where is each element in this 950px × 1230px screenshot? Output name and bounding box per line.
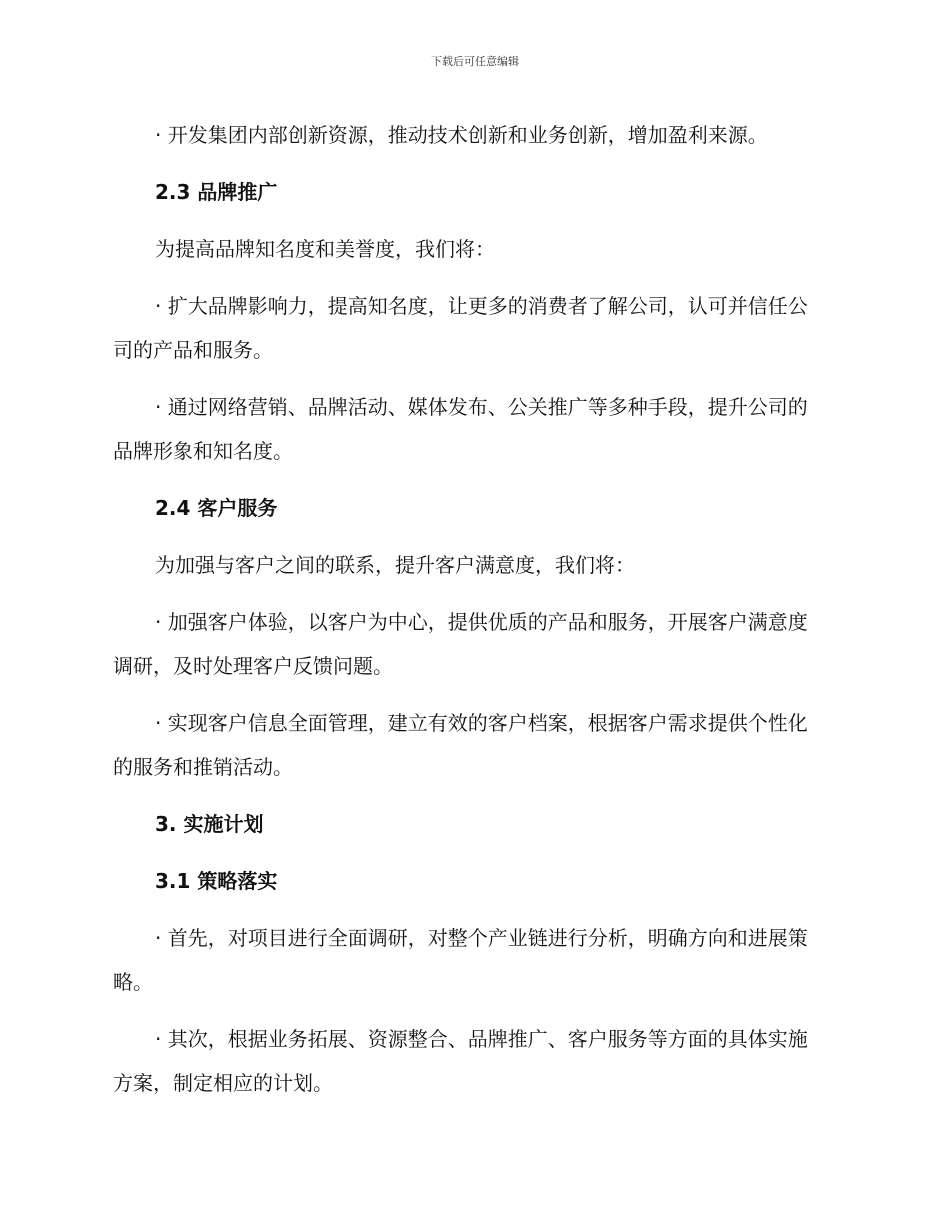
- paragraph-first-step: · 首先，对项目进行全面调研，对整个产业链进行分析，明确方向和进展策略。: [113, 926, 808, 994]
- paragraph-customer-management: · 实现客户信息全面管理，建立有效的客户档案，根据客户需求提供个性化的服务和推销活动。: [113, 711, 808, 779]
- paragraph-brand-influence: · 扩大品牌影响力，提高知名度，让更多的消费者了解公司，认可并信任公司的产品和服务。: [113, 294, 808, 362]
- paragraph-brand-intro: 为提高品牌知名度和美誉度，我们将：: [155, 237, 495, 261]
- paragraph-brand-marketing: · 通过网络营销、品牌活动、媒体发布、公关推广等多种手段，提升公司的品牌形象和知名度。: [113, 395, 808, 463]
- paragraph-service-intro: 为加强与客户之间的联系，提升客户满意度，我们将：: [155, 553, 635, 577]
- document-body: [113, 113, 825, 1105]
- paragraph-second-step: · 其次，根据业务拓展、资源整合、品牌推广、客户服务等方面的具体实施方案，制定相应的计划。: [113, 1027, 808, 1095]
- paragraph-customer-experience: · 加强客户体验，以客户为中心，提供优质的产品和服务，开展客户满意度调研，及时处理客户反馈问题。: [113, 610, 808, 678]
- heading-strategy-implementation: 3.1 策略落实: [155, 869, 278, 893]
- page-header: 下载后可任意编辑: [431, 55, 519, 68]
- heading-implementation-plan: 3. 实施计划: [155, 812, 264, 836]
- heading-brand-promotion: 2.3 品牌推广: [155, 180, 278, 204]
- paragraph-innovation-resources: · 开发集团内部创新资源，推动技术创新和业务创新，增加盈利来源。: [155, 123, 768, 147]
- heading-customer-service: 2.4 客户服务: [155, 496, 278, 520]
